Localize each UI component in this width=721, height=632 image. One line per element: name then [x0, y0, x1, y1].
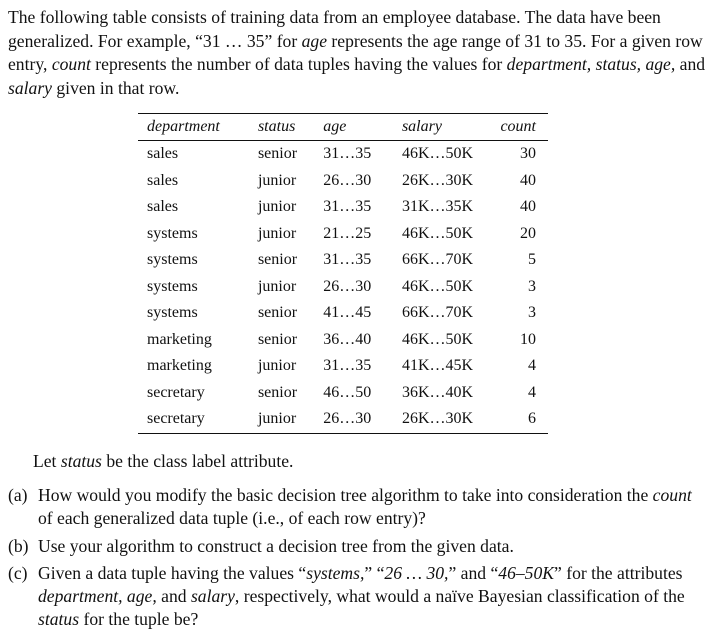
cell-count: 4	[528, 383, 536, 401]
cell-count: 40	[520, 171, 536, 189]
cell-age: 21…25	[323, 224, 372, 242]
table-row	[138, 141, 548, 168]
term-salary: salary	[190, 586, 235, 606]
cell-status: senior	[257, 145, 298, 163]
cell-department: marketing	[147, 357, 212, 375]
intro-paragraph	[8, 6, 714, 100]
question-text-part: of each generalized data tuple (i.e., of each row entry)?	[38, 508, 426, 528]
header-salary: salary	[402, 114, 501, 141]
table-row	[138, 327, 548, 354]
cell-status: junior	[257, 224, 297, 242]
cell-salary: 41K…45K	[401, 357, 474, 375]
question-c	[8, 562, 708, 631]
cell-age: 36…40	[323, 330, 372, 348]
cell-salary: 46K…50K	[401, 277, 474, 295]
table-row	[138, 353, 548, 380]
question-text-part: Given a data tuple having the values “	[38, 563, 307, 583]
table-body	[138, 141, 548, 434]
term-attributes: department, age,	[38, 586, 157, 606]
question-a	[8, 484, 708, 530]
question-text-part: ” and “	[448, 563, 499, 583]
term-status: status	[38, 609, 80, 629]
question-b	[8, 535, 708, 558]
cell-count: 3	[528, 277, 536, 295]
cell-age: 26…30	[323, 410, 372, 428]
cell-age: 31…35	[323, 357, 372, 375]
question-label: (b)	[8, 536, 29, 556]
cell-department: systems	[147, 304, 198, 322]
cell-department: secretary	[147, 410, 205, 428]
intro-text: represents the age range of 31 to 35. For a given row entry,	[8, 30, 703, 75]
cell-status: junior	[257, 277, 297, 295]
question-text-part: , respectively, what would a naïve Bayesian classification of the	[234, 586, 685, 606]
header-status: status	[258, 114, 323, 141]
value-age-range: 26 … 30,	[384, 563, 449, 583]
cell-status: junior	[257, 198, 297, 216]
cell-status: senior	[257, 330, 298, 348]
cell-salary: 66K…70K	[401, 251, 474, 269]
cell-count: 5	[528, 251, 536, 269]
cell-status: junior	[257, 357, 297, 375]
cell-status: senior	[257, 251, 298, 269]
cell-age: 46…50	[323, 383, 372, 401]
cell-department: sales	[147, 171, 179, 189]
cell-salary: 36K…40K	[401, 383, 474, 401]
table-row	[138, 274, 548, 301]
cell-status: junior	[257, 410, 297, 428]
question-text-part: for the tuple be?	[79, 609, 199, 629]
term-status: status	[60, 451, 102, 471]
cell-salary: 66K…70K	[401, 304, 474, 322]
class-label-sentence	[33, 451, 293, 472]
cell-status: senior	[257, 304, 298, 322]
question-text	[38, 562, 708, 631]
table-row	[138, 300, 548, 327]
cell-age: 31…35	[323, 145, 372, 163]
cell-count: 4	[528, 357, 536, 375]
cell-count: 6	[528, 410, 536, 428]
intro-text: and	[675, 54, 706, 75]
question-text: Use your algorithm to construct a decision tree from the given data.	[38, 536, 514, 556]
value-salary-range: 46–50K	[498, 563, 554, 583]
cell-salary: 46K…50K	[401, 330, 474, 348]
table-row	[138, 194, 548, 221]
cell-department: systems	[147, 251, 198, 269]
table-row	[138, 221, 548, 248]
cell-count: 3	[528, 304, 536, 322]
value-systems: systems,	[306, 563, 365, 583]
cell-salary: 46K…50K	[401, 145, 474, 163]
question-text	[38, 484, 708, 530]
question-text-part: and	[156, 586, 191, 606]
cell-salary: 31K…35K	[401, 198, 474, 216]
question-label: (a)	[8, 485, 28, 505]
intro-text: given in that row.	[51, 77, 180, 98]
term-count: count	[652, 485, 692, 505]
cell-age: 31…35	[323, 198, 372, 216]
table-row	[138, 247, 548, 274]
cell-count: 10	[520, 330, 536, 348]
term-count: count	[51, 54, 91, 75]
cell-department: sales	[147, 145, 179, 163]
question-label: (c)	[8, 563, 28, 583]
term-attributes: department, status, age,	[506, 54, 676, 75]
cell-salary: 46K…50K	[401, 224, 474, 242]
cell-age: 26…30	[323, 171, 372, 189]
cell-salary: 26K…30K	[401, 171, 474, 189]
question-text-part: ” for the attributes	[554, 563, 683, 583]
intro-text: The following table consists of training data from an employee database. The data have been generalized. For example, “31 … 35” for	[8, 7, 661, 51]
question-text-part: ” “	[364, 563, 385, 583]
table-row	[138, 168, 548, 195]
table-row	[138, 380, 548, 407]
cell-department: marketing	[147, 330, 212, 348]
cell-age: 31…35	[323, 251, 372, 269]
sentence-text: be the class label attribute.	[101, 451, 294, 471]
cell-salary: 26K…30K	[401, 410, 474, 428]
question-text-part: How would you modify the basic decision tree algorithm to take into consideration the	[38, 485, 653, 505]
table-header-row	[138, 114, 548, 141]
cell-age: 26…30	[323, 277, 372, 295]
cell-department: systems	[147, 224, 198, 242]
cell-department: secretary	[147, 383, 205, 401]
cell-status: junior	[257, 171, 297, 189]
header-count: count	[500, 114, 548, 141]
header-age: age	[323, 114, 402, 141]
header-department: department	[138, 114, 258, 141]
term-age: age	[301, 30, 328, 51]
sentence-text: Let	[33, 451, 61, 471]
table-row	[138, 406, 548, 433]
cell-count: 40	[520, 198, 536, 216]
term-salary: salary	[8, 77, 52, 98]
cell-age: 41…45	[323, 304, 372, 322]
cell-status: senior	[257, 383, 298, 401]
cell-count: 20	[520, 224, 536, 242]
cell-count: 30	[520, 145, 536, 163]
intro-text: represents the number of data tuples having the values for	[90, 54, 507, 75]
cell-department: sales	[147, 198, 179, 216]
cell-department: systems	[147, 277, 198, 295]
training-data-table	[138, 113, 548, 434]
